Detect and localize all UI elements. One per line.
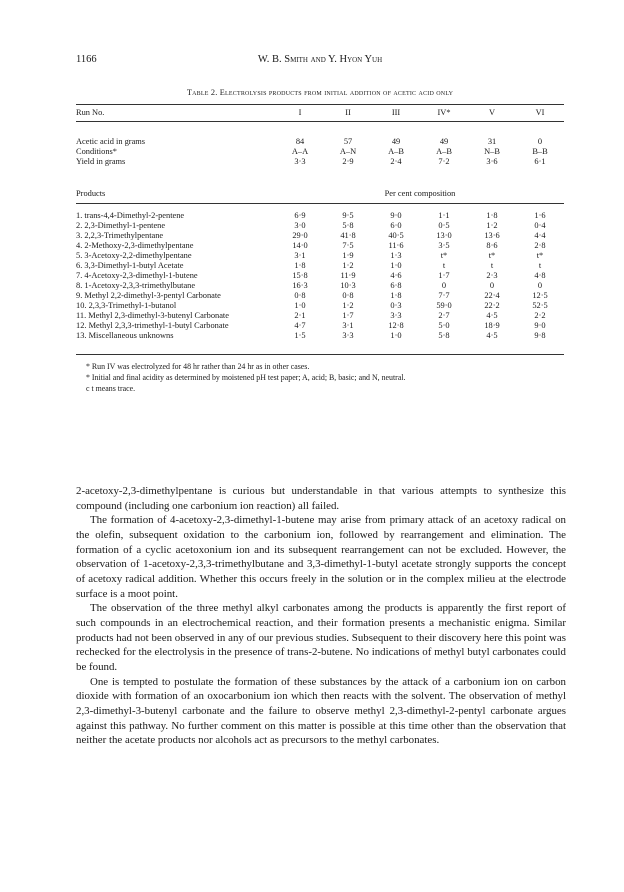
cell-value: 1·0 xyxy=(390,261,402,270)
cell-value: t xyxy=(490,261,494,270)
product-row xyxy=(76,291,564,301)
product-row xyxy=(76,271,564,281)
row-label: 6. 3,3-Dimethyl-1-butyl Acetate xyxy=(76,261,184,270)
cell-value: 13·0 xyxy=(436,231,452,240)
cell-value: 1·7 xyxy=(438,271,450,280)
cell-value: 7·7 xyxy=(438,291,450,300)
run-label: Run No. xyxy=(76,108,105,117)
product-row xyxy=(76,321,564,331)
row-label: 13. Miscellaneous unknowns xyxy=(76,331,174,340)
composition-label: Per cent composition xyxy=(384,189,456,198)
product-row xyxy=(76,221,564,231)
cell-value: 57 xyxy=(343,137,353,146)
cell-value: 0·8 xyxy=(294,291,306,300)
cell-value: 7·2 xyxy=(438,157,450,166)
cell-value: 2·8 xyxy=(534,241,546,250)
cell-value: 49 xyxy=(391,137,401,146)
cell-value: 2·3 xyxy=(486,271,498,280)
cell-value: 2·9 xyxy=(342,157,354,166)
cell-value: 6·8 xyxy=(390,281,402,290)
cell-value: 49 xyxy=(439,137,449,146)
cell-value: 1·1 xyxy=(438,211,450,220)
cell-value: 5·0 xyxy=(438,321,450,330)
cell-value: A–A xyxy=(291,147,309,156)
cell-value: 1·9 xyxy=(342,251,354,260)
cell-value: 1·7 xyxy=(342,311,354,320)
cell-value: 2·1 xyxy=(294,311,306,320)
cell-value: 0·8 xyxy=(342,291,354,300)
cell-value: 3·1 xyxy=(294,251,306,260)
products-header-row xyxy=(76,188,564,200)
row-label: 2. 2,3-Dimethyl-1-pentene xyxy=(76,221,166,230)
cell-value: 18·9 xyxy=(484,321,500,330)
cell-value: 6·0 xyxy=(390,221,402,230)
cell-value: 0 xyxy=(441,281,447,290)
product-row xyxy=(76,241,564,251)
cell-value: 29·0 xyxy=(292,231,308,240)
row-label: 9. Methyl 2,2-dimethyl-3-pentyl Carbonate xyxy=(76,291,221,300)
run-col-header: I xyxy=(298,108,302,117)
table-header-rule xyxy=(76,121,564,122)
cell-value: A–B xyxy=(388,147,404,156)
cell-value: 3·5 xyxy=(438,241,450,250)
run-col-header: V xyxy=(488,108,496,117)
running-header xyxy=(76,54,564,68)
paragraph: 2-acetoxy-2,3-dimethylpentane is curious but understandable in that various attempts to synthesize this compound (including one carbonium ion reaction) all failed. xyxy=(76,485,566,512)
cell-value: 4·4 xyxy=(534,231,546,240)
product-row xyxy=(76,331,564,341)
product-row xyxy=(76,261,564,271)
run-header-row xyxy=(76,107,564,119)
cell-value: 22·4 xyxy=(484,291,500,300)
cell-value: 40·5 xyxy=(388,231,404,240)
cell-value: 3·0 xyxy=(294,221,306,230)
cell-value: 31 xyxy=(487,137,497,146)
paragraph: The observation of the three methyl alkyl carbonates among the products is apparently the first report of such compounds in an electrochemical reaction, and their formation presents a mechanistic enigma. Similar products had not been observed in any of our previous studies. Subsequent to their discovery here this point was rechecked for the electrolysis in the presence of trans-2-butene. No indications of methyl butyl carbonates could be found. xyxy=(76,602,566,673)
cell-value: 3·3 xyxy=(294,157,306,166)
param-row xyxy=(76,157,564,167)
row-label: Yield in grams xyxy=(76,157,126,166)
cell-value: 0·4 xyxy=(534,221,546,230)
product-row xyxy=(76,311,564,321)
cell-value: 4·5 xyxy=(486,311,498,320)
cell-value: 59·0 xyxy=(436,301,452,310)
cell-value: 9·5 xyxy=(342,211,354,220)
footnote: * Initial and final acidity as determined by moistened pH test paper; A, acid; B, basic; and N, neutral. xyxy=(86,373,406,382)
cell-value: B–B xyxy=(532,147,548,156)
row-label: 5. 3-Acetoxy-2,2-dimethylpentane xyxy=(76,251,192,260)
cell-value: t* xyxy=(440,251,448,260)
cell-value: 7·5 xyxy=(342,241,354,250)
product-row xyxy=(76,231,564,241)
row-label: 8. 1-Acetoxy-2,3,3-trimethylbutane xyxy=(76,281,196,290)
cell-value: 9·8 xyxy=(534,331,546,340)
paragraph: The formation of 4-acetoxy-2,3-dimethyl-1-butene may arise from primary attack of an acetoxy radical on the olefin, subsequent oxidation to the carbonium ion, followed by rearrangement and elimination. The formation of a cyclic acetoxonium ion and its subsequent rearrangement can not be excluded. However, the observation of 1-acetoxy-2,3,3-trimethylbutane and 3,3-dimethyl-1-butyl acetate strongly supports the concept of acetoxy radical addition. Whether this occurs freely in the solution or in the complex milieu at the electrode surface is a moot point. xyxy=(76,514,566,600)
param-row xyxy=(76,147,564,157)
cell-value: 1·2 xyxy=(342,261,354,270)
cell-value: 1·5 xyxy=(294,331,306,340)
cell-value: 13·6 xyxy=(484,231,500,240)
row-label: 12. Methyl 2,3,3-trimethyl-1-butyl Carbonate xyxy=(76,321,229,330)
cell-value: 5·8 xyxy=(438,331,450,340)
cell-value: A–N xyxy=(339,147,357,156)
cell-value: 11·6 xyxy=(388,241,404,250)
cell-value: 2·2 xyxy=(534,311,546,320)
products-rule xyxy=(76,203,564,204)
row-label: 7. 4-Acetoxy-2,3-dimethyl-1-butene xyxy=(76,271,198,280)
cell-value: 4·7 xyxy=(294,321,306,330)
cell-value: 0·3 xyxy=(390,301,402,310)
cell-value: 2·4 xyxy=(390,157,402,166)
cell-value: 0 xyxy=(537,281,543,290)
products-table xyxy=(76,211,564,341)
cell-value: N–B xyxy=(484,147,500,156)
cell-value: 2·7 xyxy=(438,311,450,320)
product-row xyxy=(76,301,564,311)
row-label: 4. 2-Methoxy-2,3-dimethylpentane xyxy=(76,241,194,250)
cell-value: t xyxy=(538,261,542,270)
table-top-rule xyxy=(76,104,564,105)
cell-value: 16·3 xyxy=(292,281,308,290)
cell-value: 1·8 xyxy=(486,211,498,220)
run-col-header: III xyxy=(391,108,401,117)
cell-value: 3·3 xyxy=(342,331,354,340)
footnote: c t means trace. xyxy=(86,384,136,393)
cell-value: 12·8 xyxy=(388,321,404,330)
row-label: 3. 2,2,3-Trimethylpentane xyxy=(76,231,164,240)
cell-value: 0 xyxy=(537,137,543,146)
cell-value: t* xyxy=(536,251,544,260)
row-label: 10. 2,3,3-Trimethyl-1-butanol xyxy=(76,301,177,310)
product-row xyxy=(76,281,564,291)
cell-value: 1·0 xyxy=(294,301,306,310)
table-header xyxy=(76,107,564,119)
footnote: * Run IV was electrolyzed for 48 hr rather than 24 hr as in other cases. xyxy=(86,362,310,371)
page-number: 1166 xyxy=(76,54,97,65)
cell-value: 22·2 xyxy=(484,301,500,310)
body-text xyxy=(76,484,566,748)
paragraph: One is tempted to postulate the formation of these substances by the attack of a carbonium ion on carbon dioxide with formation of an oxocarbonium ion which then reacts with the solvent. The observation of methyl 2,3-dimethyl-3-butenyl carbonate and the failure to observe methyl 2,3-dimethyl-2-pentyl carbonate argues against this pathway. No further comment on this matter is possible at this time other than the observation that neither the acetate products nor alcohols act as precursors to the methyl carbonates. xyxy=(76,675,566,747)
cell-value: 12·5 xyxy=(532,291,548,300)
cell-value: 15·8 xyxy=(292,271,308,280)
cell-value: 41·8 xyxy=(340,231,356,240)
row-label: Acetic acid in grams xyxy=(76,137,146,146)
cell-value: t xyxy=(442,261,446,270)
cell-value: 0 xyxy=(489,281,495,290)
cell-value: 8·6 xyxy=(486,241,498,250)
row-label: 1. trans-4,4-Dimethyl-2-pentene xyxy=(76,211,185,220)
cell-value: 6·9 xyxy=(294,211,306,220)
cell-value: A–B xyxy=(436,147,452,156)
run-col-header: VI xyxy=(535,108,545,117)
cell-value: 6·1 xyxy=(534,157,546,166)
products-header xyxy=(76,188,564,200)
cell-value: 1·0 xyxy=(390,331,402,340)
cell-value: 1·8 xyxy=(390,291,402,300)
cell-value: 3·1 xyxy=(342,321,354,330)
cell-value: 4·8 xyxy=(534,271,546,280)
run-col-header: IV* xyxy=(437,108,451,117)
cell-value: 5·8 xyxy=(342,221,354,230)
cell-value: 1·6 xyxy=(534,211,546,220)
cell-value: 14·0 xyxy=(292,241,308,250)
cell-value: 4·5 xyxy=(486,331,498,340)
table-caption: Table 2. Electrolysis products from initial addition of acetic acid only xyxy=(186,88,454,97)
product-row xyxy=(76,211,564,221)
params-table xyxy=(76,137,564,167)
cell-value: 1·8 xyxy=(294,261,306,270)
products-label: Products xyxy=(76,189,106,198)
cell-value: 0·5 xyxy=(438,221,450,230)
row-label: Conditions* xyxy=(76,147,117,156)
param-row xyxy=(76,137,564,147)
cell-value: 1·2 xyxy=(342,301,354,310)
cell-value: 9·0 xyxy=(390,211,402,220)
table-bottom-rule xyxy=(76,354,564,355)
cell-value: 10·3 xyxy=(340,281,356,290)
cell-value: 1·3 xyxy=(390,251,402,260)
cell-value: 84 xyxy=(295,137,305,146)
cell-value: 3·6 xyxy=(486,157,498,166)
cell-value: 4·6 xyxy=(390,271,402,280)
cell-value: 1·2 xyxy=(486,221,498,230)
cell-value: 11·9 xyxy=(340,271,356,280)
cell-value: 9·0 xyxy=(534,321,546,330)
cell-value: 3·3 xyxy=(390,311,402,320)
cell-value: 52·5 xyxy=(532,301,548,310)
row-label: 11. Methyl 2,3-dimethyl-3-butenyl Carbonate xyxy=(76,311,229,320)
running-authors: W. B. Smith and Y. Hyon Yuh xyxy=(257,54,383,65)
cell-value: t* xyxy=(488,251,496,260)
product-row xyxy=(76,251,564,261)
run-col-header: II xyxy=(345,108,351,117)
